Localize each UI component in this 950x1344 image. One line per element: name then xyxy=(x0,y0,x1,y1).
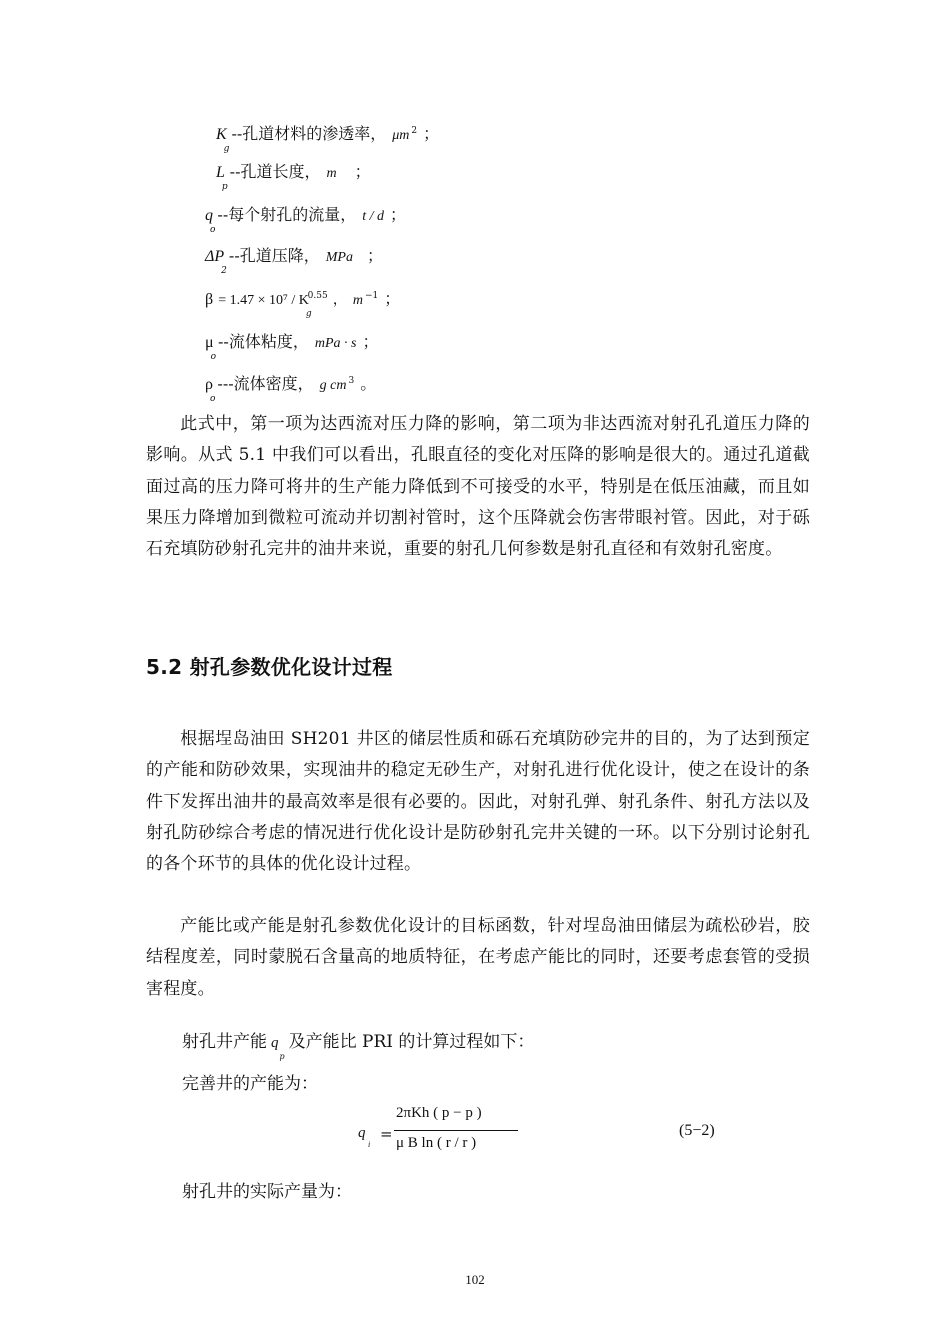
paragraph-objective-function: 产能比或产能是射孔参数优化设计的目标函数，针对埕岛油田储层为疏松砂岩，胶结程度差，同时蒙脱石含量高的地质特征，在考虑产能比的同时，还要考虑套管的受损害程度。 xyxy=(146,916,810,999)
paragraph-design-purpose: 根据埕岛油田 SH201 井区的储层性质和砾石充填防砂完井的目的，为了达到预定的产能和防砂效果，实现油井的稳定无砂生产，对射孔进行优化设计，使之在设计的条件下发挥出油井的最高效率是很有必要的。因此，对射孔弹、射孔条件、射孔方法以及射孔防砂综合考虑的情况进行优化设计是防砂射孔完井关键的一环。以下分别讨论射孔的各个环节的具体的优化设计过程。 xyxy=(146,729,810,875)
line-productivity-intro: 射孔井产能 $q_p$及产能比 PRI 的计算过程如下： xyxy=(182,1032,535,1061)
formula-denominator: μ B ln ( r / r ) xyxy=(396,1135,477,1151)
section-heading: 5.2 射孔参数优化设计过程 xyxy=(146,655,393,679)
paragraph-darcy-effect: 此式中，第一项为达西流对压力降的影响，第二项为非达西流对射孔孔道压力降的影响。从式 5.1 中我们可以看出，孔眼直径的变化对压降的影响是很大的。通过孔道截面过高的压力降可将井的生产能力降低到不可接受的水平，特别是在低压油藏，而且如果压力降增加到微粒可流动并切割衬管时，这个压降就会伤害带眼衬管。因此，对于砾石充填防砂射孔完井的油井来说，重要的射孔几何参数是射孔直径和有效射孔密度。 xyxy=(146,414,810,560)
var-line-beta: $\beta = 1.47 \times 10^7 / K_g^{0.55}$ ， m $^{-1}$ ； xyxy=(205,289,401,319)
formula-5-2: q i = 2πKh ( p − p ) μ B ln ( r / r ) (5−2) xyxy=(358,1105,715,1151)
var-line-dp2: $\Delta P_2--$孔道压降， MPa ； xyxy=(205,246,383,276)
var-line-lp: $L_p--$孔道长度， m ； xyxy=(216,162,371,192)
line-actual-production: 射孔井的实际产量为： xyxy=(182,1182,352,1202)
formula-numerator: 2πKh ( p − p ) xyxy=(396,1105,482,1121)
var-line-rho: $\rho_o---$流体密度， g cm $^3$ 。 xyxy=(205,374,377,404)
equation-number: (5−2) xyxy=(679,1122,715,1139)
fraction-bar xyxy=(394,1130,518,1131)
line-perfect-well: 完善井的产能为： xyxy=(182,1074,318,1094)
var-line-mu: $\mu_o--$流体粘度， mPa · s ； xyxy=(205,332,379,362)
var-line-kg: $K_g--$孔道材料的渗透率， μm $^2$ ； xyxy=(216,124,440,154)
var-line-qo: $q_o--$每个射孔的流量， t / d ； xyxy=(205,205,407,235)
page-number: 102 xyxy=(465,1272,485,1287)
